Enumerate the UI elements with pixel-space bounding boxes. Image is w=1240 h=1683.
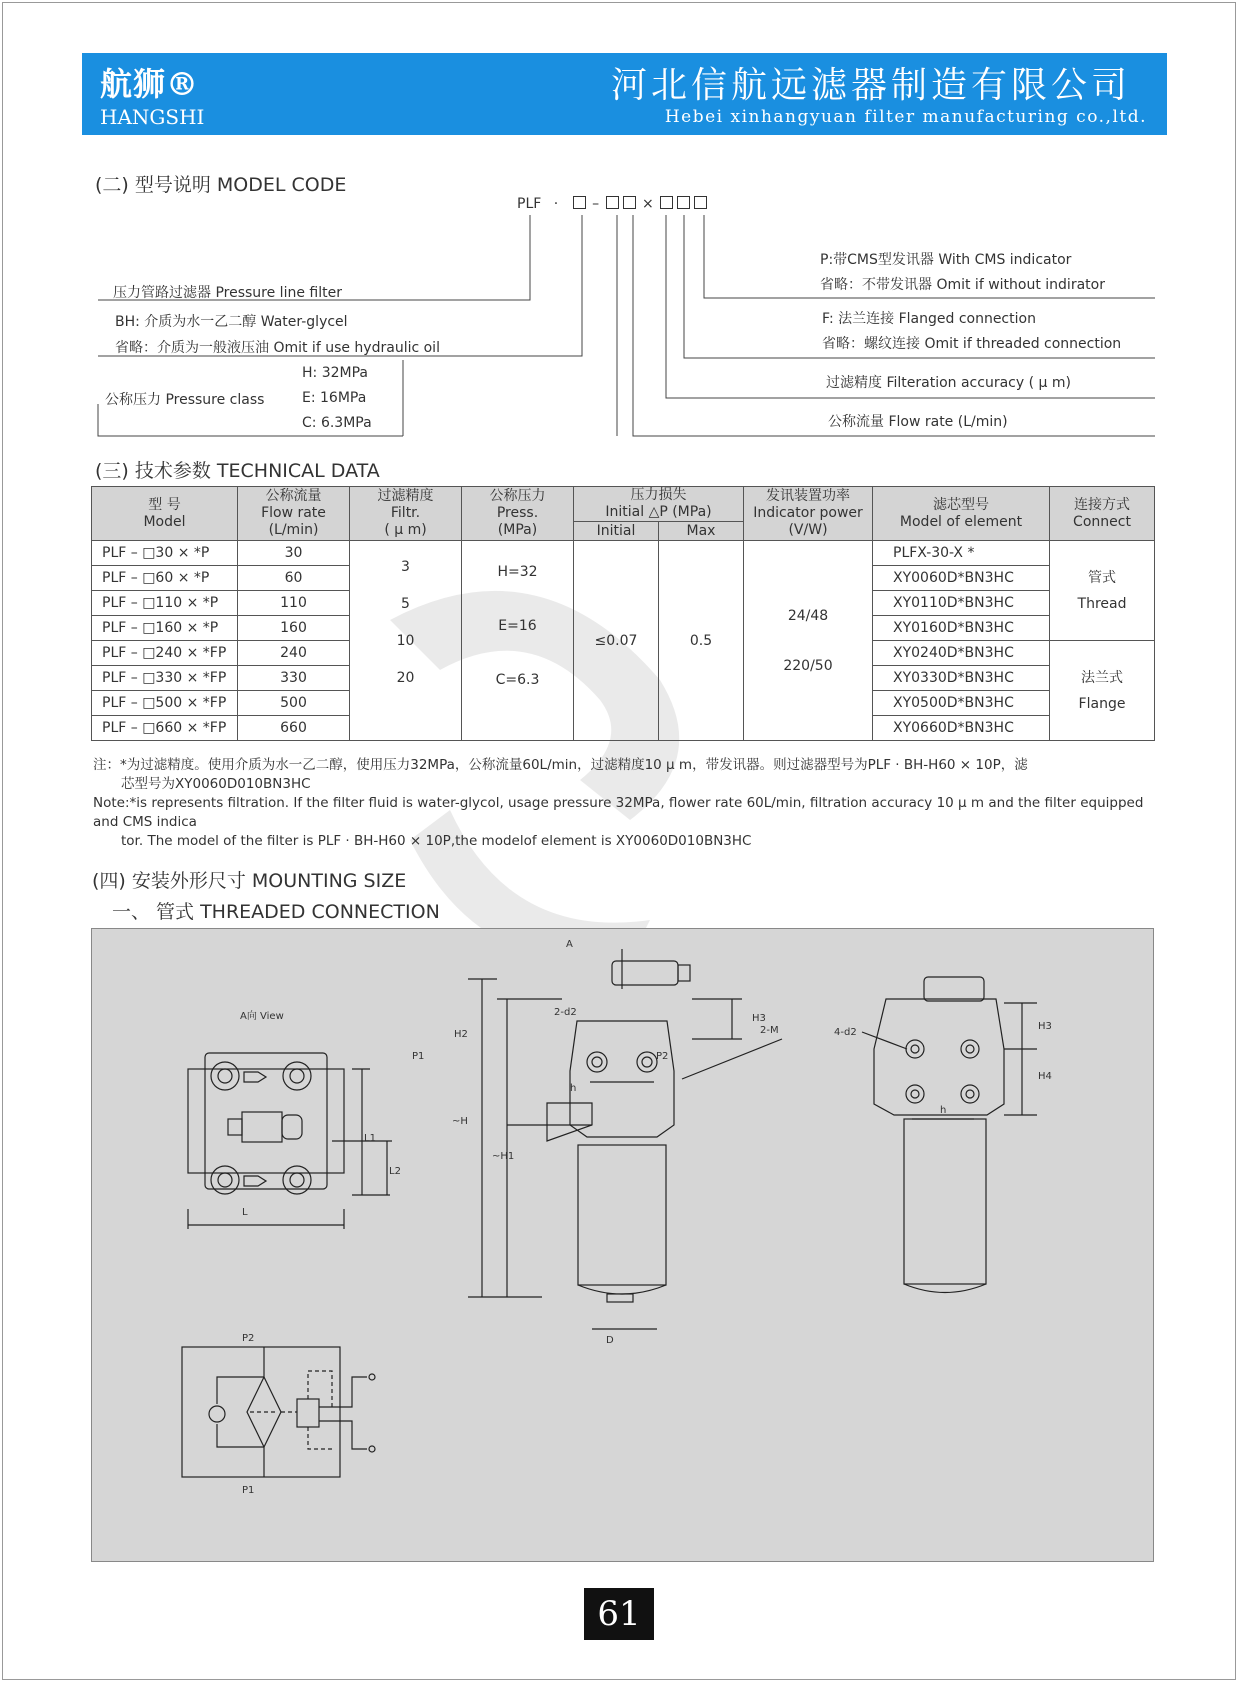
label-bh: BH: 介质为水一乙二醇 Water-glycel	[115, 314, 348, 330]
cell-element: XY0660D*BN3HC	[873, 716, 1050, 741]
svg-text:~H: ~H	[452, 1116, 468, 1127]
th-loss-initial: Initial	[574, 522, 659, 541]
svg-text:L: L	[242, 1207, 248, 1218]
a-view-flange	[188, 1069, 344, 1173]
label-pressure-class: 公称压力 Pressure class	[105, 392, 265, 408]
svg-text:H4: H4	[1038, 1071, 1052, 1082]
cell-model: PLF – □60 × *P	[92, 566, 238, 591]
a-view-label: A向 View	[240, 1011, 284, 1022]
code-times: ×	[642, 196, 654, 212]
model-code-heading: (二) 型号说明 MODEL CODE	[95, 174, 347, 196]
center-bowl	[578, 1145, 666, 1285]
cell-model: PLF – □660 × *FP	[92, 716, 238, 741]
svg-text:P2: P2	[242, 1333, 255, 1344]
cell-connect-thread: 管式 Thread	[1050, 541, 1155, 641]
right-bowl	[904, 1119, 986, 1284]
cell-flow: 660	[238, 716, 350, 741]
label-e: E: 16MPa	[302, 390, 367, 406]
mounting-subheading: 一、 管式 THREADED CONNECTION	[112, 901, 440, 923]
label-p-cms: P:带CMS型发讯器 With CMS indicator	[820, 252, 1072, 268]
right-head	[874, 999, 1004, 1115]
th-element: 滤芯型号 Model of element	[873, 487, 1050, 541]
cell-flow: 330	[238, 666, 350, 691]
th-press: 公称压力 Press. (MPa)	[462, 487, 574, 541]
technical-drawing	[92, 929, 1153, 1561]
svg-text:L1: L1	[364, 1133, 376, 1144]
th-model: 型 号 Model	[92, 487, 238, 541]
svg-text:A: A	[566, 939, 573, 950]
cell-element: XY0060D*BN3HC	[873, 566, 1050, 591]
technical-table	[91, 486, 1155, 741]
svg-text:4-d2: 4-d2	[834, 1027, 857, 1038]
label-flange: F: 法兰连接 Flanged connection	[822, 311, 1036, 327]
cell-loss-initial: ≤0.07	[574, 541, 659, 741]
cell-flow: 500	[238, 691, 350, 716]
cell-element: XY0110D*BN3HC	[873, 591, 1050, 616]
label-omit-ind: 省略：不带发讯器 Omit if without indirator	[820, 277, 1105, 293]
cell-element: XY0240D*BN3HC	[873, 641, 1050, 666]
svg-text:P1: P1	[242, 1485, 255, 1496]
note-en	[93, 794, 1163, 851]
cell-power: 24/48 220/50	[744, 541, 873, 741]
label-pressure-line: 压力管路过滤器 Pressure line filter	[113, 285, 342, 301]
th-loss: 压力损失 Initial △P (MPa)	[574, 487, 744, 522]
cell-element: XY0160D*BN3HC	[873, 616, 1050, 641]
th-flow: 公称流量 Flow rate (L/min)	[238, 487, 350, 541]
cell-model: PLF – □30 × *P	[92, 541, 238, 566]
company-name: 河北信航远滤器制造有限公司	[610, 65, 1131, 106]
svg-text:h: h	[940, 1105, 947, 1116]
label-omit-thread: 省略：螺纹连接 Omit if threaded connection	[822, 336, 1122, 352]
cell-model: PLF – □160 × *P	[92, 616, 238, 641]
svg-text:2-d2: 2-d2	[554, 1007, 577, 1018]
cell-flow: 160	[238, 616, 350, 641]
cell-connect-flange: 法兰式 Flange	[1050, 641, 1155, 741]
brand-name: 航狮®	[100, 65, 200, 103]
svg-text:D: D	[606, 1335, 614, 1346]
svg-text:H3: H3	[1038, 1021, 1052, 1032]
brand-name-en: HANGSHI	[100, 105, 205, 129]
cell-flow: 60	[238, 566, 350, 591]
note-cn-line1: 注：*为过滤精度。使用介质为水一乙二醇，使用压力32MPa，公称流量60L/min，过滤精度10 μ m，带发讯器。则过滤器型号为PLF · BH-H60 × 10P，滤	[93, 757, 1028, 773]
mounting-heading: (四) 安装外形尺寸 MOUNTING SIZE	[92, 870, 407, 892]
label-h: H: 32MPa	[302, 365, 368, 381]
label-flow: 公称流量 Flow rate (L/min)	[828, 414, 1008, 430]
note-en-line1: Note:*is represents filtration. If the filter fluid is water-glycol, usage pressure 32MPa, flower rate 60L/min, filtration accuracy 10 μ m and the filter equipped and CMS indica	[93, 795, 1144, 830]
cell-flow: 240	[238, 641, 350, 666]
code-prefix: PLF	[517, 196, 542, 212]
svg-text:~H1: ~H1	[492, 1151, 515, 1162]
company-name-en: Hebei xinhangyuan filter manufacturing co.,ltd.	[664, 107, 1147, 127]
label-accuracy: 过滤精度 Filteration accuracy ( μ m)	[826, 375, 1071, 391]
svg-text:h: h	[570, 1083, 577, 1094]
cell-flow: 30	[238, 541, 350, 566]
cell-element: XY0330D*BN3HC	[873, 666, 1050, 691]
cell-model: PLF – □240 × *FP	[92, 641, 238, 666]
th-power: 发讯装置功率 Indicator power (V/W)	[744, 487, 873, 541]
note-cn	[93, 756, 1163, 794]
cell-filtr: 3 5 10 20	[350, 541, 462, 741]
a-view-body	[205, 1053, 327, 1189]
mounting-drawing	[91, 928, 1154, 1562]
th-filtr: 过滤精度 Filtr. ( μ m)	[350, 487, 462, 541]
th-loss-max: Max	[659, 522, 744, 541]
note-en-line2: tor. The model of the filter is PLF · BH-H60 × 10P,the modelof element is XY0060D010BN3HC	[121, 833, 752, 849]
label-c: C: 6.3MPa	[302, 415, 372, 431]
page-number: 61	[584, 1588, 654, 1640]
cell-model: PLF – □330 × *FP	[92, 666, 238, 691]
svg-text:L2: L2	[389, 1166, 401, 1177]
cell-element: XY0500D*BN3HC	[873, 691, 1050, 716]
technical-heading: (三) 技术参数 TECHNICAL DATA	[95, 460, 380, 482]
svg-text:P2: P2	[656, 1051, 669, 1062]
th-connect: 连接方式 Connect	[1050, 487, 1155, 541]
note-cn-line2: 芯型号为XY0060D010BN3HC	[121, 776, 311, 792]
cell-press: H=32 E=16 C=6.3	[462, 541, 574, 741]
label-omit-medium: 省略：介质为一般液压油 Omit if use hydraulic oil	[115, 340, 440, 356]
cell-element: PLFX-30-X *	[873, 541, 1050, 566]
center-head	[570, 1021, 674, 1137]
code-dot: ·	[553, 196, 559, 212]
cell-model: PLF – □500 × *FP	[92, 691, 238, 716]
code-dash: –	[592, 196, 600, 212]
cell-loss-max: 0.5	[659, 541, 744, 741]
svg-text:H3: H3	[752, 1013, 766, 1024]
cell-model: PLF – □110 × *P	[92, 591, 238, 616]
svg-text:2-M: 2-M	[760, 1025, 779, 1036]
svg-text:P1: P1	[412, 1051, 425, 1062]
svg-text:H2: H2	[454, 1029, 468, 1040]
cell-flow: 110	[238, 591, 350, 616]
